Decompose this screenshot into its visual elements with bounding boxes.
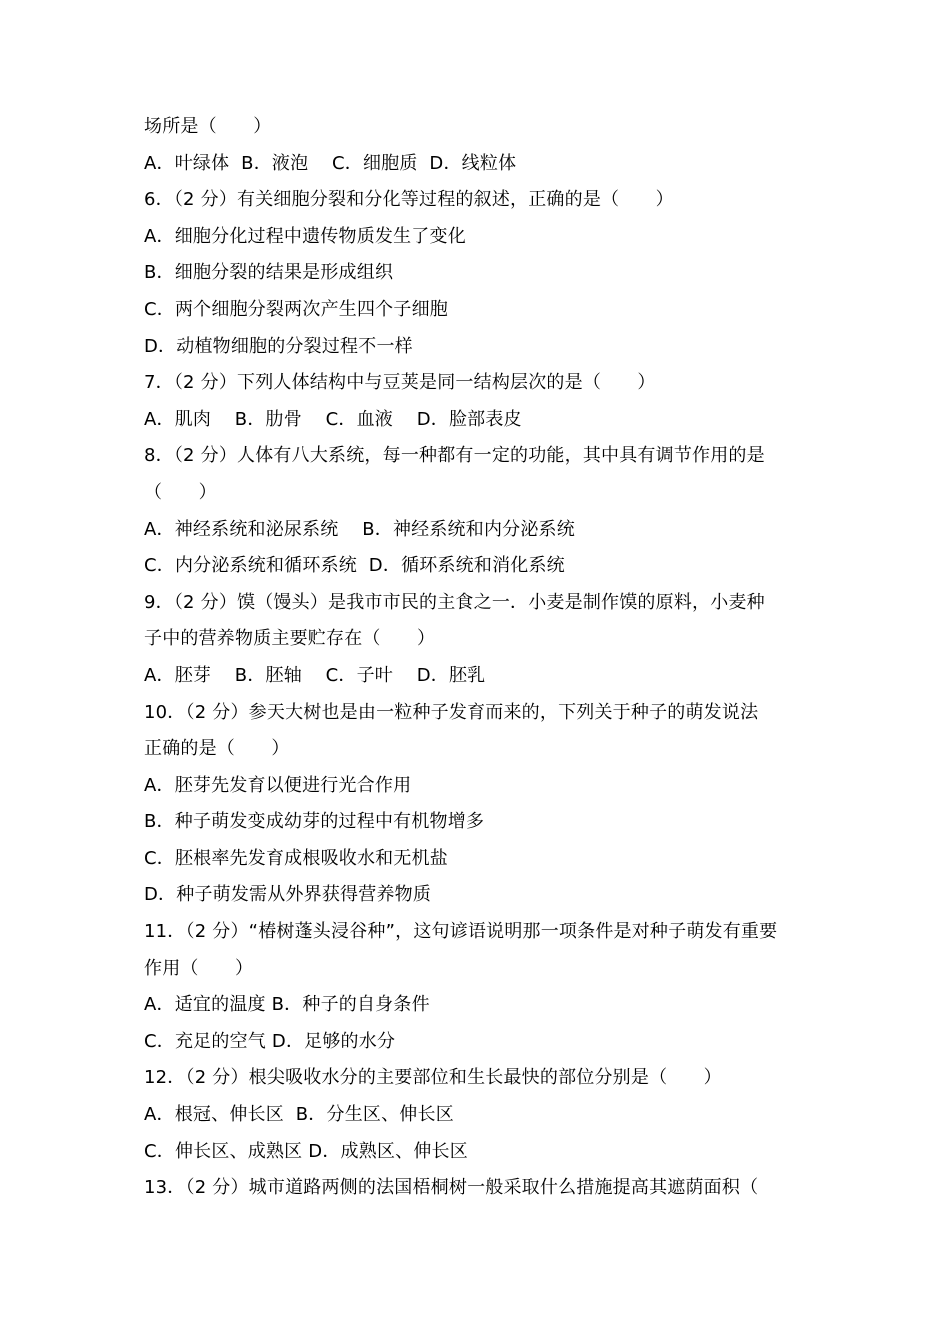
options-8-ab: A．神经系统和泌尿系统 B．神经系统和内分泌系统 xyxy=(144,518,575,540)
option-6a: A．细胞分化过程中遗传物质发生了变化 xyxy=(144,225,466,247)
options-11-ab: A．适宜的温度 B．种子的自身条件 xyxy=(144,994,430,1016)
option-10d: D．种子萌发需从外界获得营养物质 xyxy=(144,884,432,906)
question-11: 11．（2 分）“椿树蓬头浸谷种”，这句谚语说明那一项条件是对种子萌发有重要 xyxy=(144,921,778,943)
question-9-continued: 子中的营养物质主要贮存在（ ） xyxy=(144,628,436,650)
option-10a: A．胚芽先发育以便进行光合作用 xyxy=(144,774,412,796)
answer-options: A．叶绿体 B．液泡 C．细胞质 D．线粒体 xyxy=(144,152,517,174)
options-7: A．肌肉 B．肋骨 C．血液 D．脸部表皮 xyxy=(144,408,522,430)
options-12-ab: A．根冠、伸长区 B．分生区、伸长区 xyxy=(144,1104,454,1126)
question-text-block xyxy=(144,109,824,1207)
question-10-continued: 正确的是（ ） xyxy=(144,738,290,760)
options-12-cd: C．伸长区、成熟区 D．成熟区、伸长区 xyxy=(144,1140,468,1162)
option-6c: C．两个细胞分裂两次产生四个子细胞 xyxy=(144,298,448,320)
option-6d: D．动植物细胞的分裂过程不一样 xyxy=(144,335,413,357)
option-6b: B．细胞分裂的结果是形成组织 xyxy=(144,262,394,284)
option-10c: C．胚根率先发育成根吸收水和无机盐 xyxy=(144,847,448,869)
question-6: 6．（2 分）有关细胞分裂和分化等过程的叙述，正确的是（ ） xyxy=(144,189,674,211)
question-10: 10．（2 分）参天大树也是由一粒种子发育而来的，下列关于种子的萌发说法 xyxy=(144,701,759,723)
options-8-cd: C．内分泌系统和循环系统 D．循环系统和消化系统 xyxy=(144,555,565,577)
question-12: 12．（2 分）根尖吸收水分的主要部位和生长最快的部位分别是（ ） xyxy=(144,1067,722,1089)
question-8: 8．（2 分）人体有八大系统，每一种都有一定的功能，其中具有调节作用的是 xyxy=(144,445,765,467)
question-7: 7．（2 分）下列人体结构中与豆荚是同一结构层次的是（ ） xyxy=(144,372,656,394)
question-8-continued: （ ） xyxy=(144,481,217,503)
question-13: 13．（2 分）城市道路两侧的法国梧桐树一般采取什么措施提高其遮荫面积（ xyxy=(144,1177,759,1199)
question-11-continued: 作用（ ） xyxy=(144,957,254,979)
options-9: A．胚芽 B．胚轴 C．子叶 D．胚乳 xyxy=(144,664,486,686)
option-10b: B．种子萌发变成幼芽的过程中有机物增多 xyxy=(144,811,485,833)
question-9: 9．（2 分）馍（馒头）是我市市民的主食之一．小麦是制作馍的原料，小麦种 xyxy=(144,591,765,613)
options-11-cd: C．充足的空气 D．足够的水分 xyxy=(144,1030,396,1052)
text-line: 场所是（ ） xyxy=(144,116,272,137)
